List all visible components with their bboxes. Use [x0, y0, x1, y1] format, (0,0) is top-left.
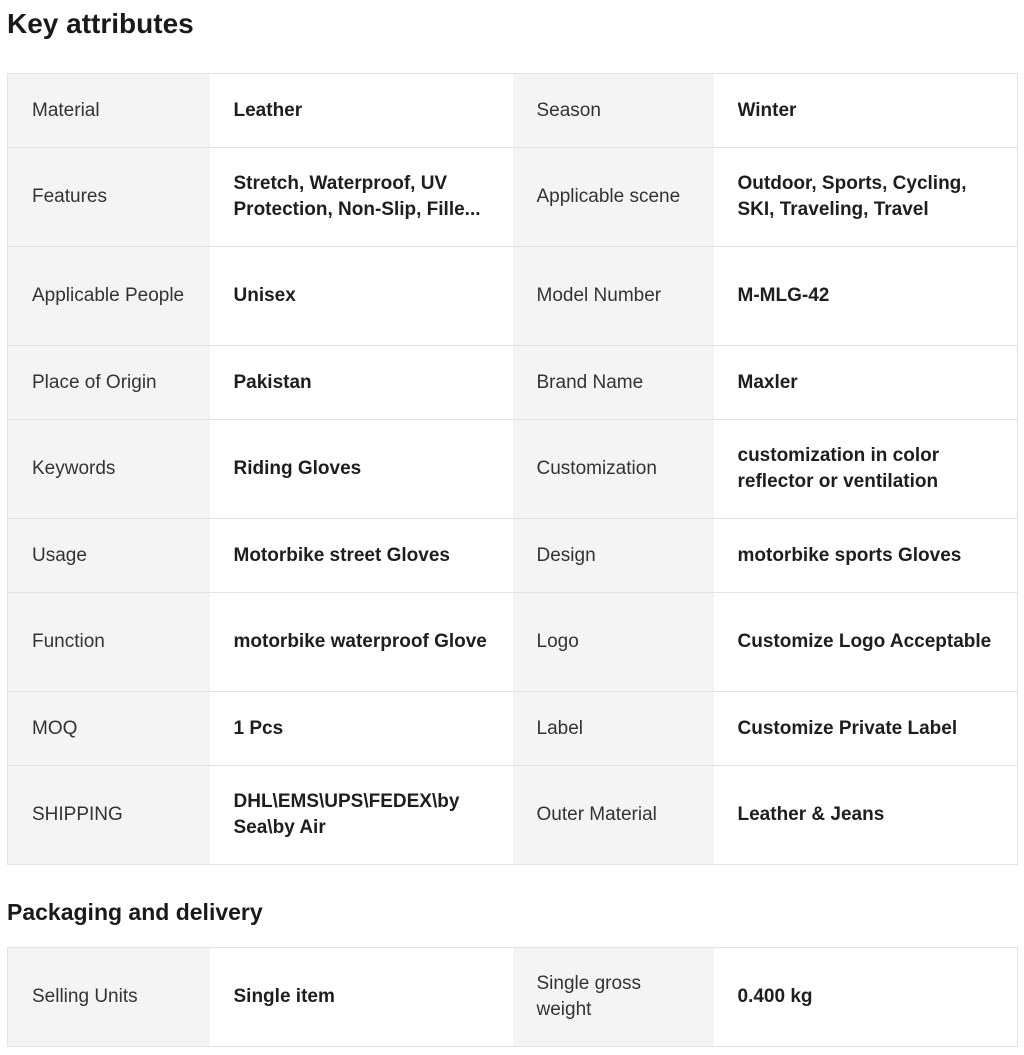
table-row	[8, 519, 1018, 593]
attribute-value: 1 Pcs	[210, 692, 513, 766]
attribute-value: customization in color reflector or ventilation	[714, 420, 1018, 519]
attribute-value: 0.400 kg	[714, 948, 1018, 1047]
attribute-label: Single gross weight	[513, 948, 714, 1047]
attribute-label: Features	[8, 148, 210, 247]
packaging-delivery-title: Packaging and delivery	[7, 899, 263, 925]
attribute-value: motorbike sports Gloves	[714, 519, 1018, 593]
table-row	[8, 766, 1018, 865]
attribute-label: Keywords	[8, 420, 210, 519]
attribute-label: SHIPPING	[8, 766, 210, 865]
attribute-label: Applicable scene	[513, 148, 714, 247]
attribute-value: Winter	[714, 74, 1018, 148]
attribute-label: Function	[8, 593, 210, 692]
attribute-value: Unisex	[210, 247, 513, 346]
attribute-label: Season	[513, 74, 714, 148]
table-row	[8, 948, 1018, 1047]
table-row	[8, 74, 1018, 148]
attribute-value: motorbike waterproof Glove	[210, 593, 513, 692]
table-row	[8, 420, 1018, 519]
table-row	[8, 593, 1018, 692]
attribute-label: Customization	[513, 420, 714, 519]
attribute-value: Leather	[210, 74, 513, 148]
attribute-label: Applicable People	[8, 247, 210, 346]
attribute-label: Usage	[8, 519, 210, 593]
table-row	[8, 247, 1018, 346]
attribute-label: Label	[513, 692, 714, 766]
attribute-value: M-MLG-42	[714, 247, 1018, 346]
attribute-value: Motorbike street Gloves	[210, 519, 513, 593]
packaging-table	[7, 947, 1018, 1047]
attribute-label: Brand Name	[513, 346, 714, 420]
attribute-label: MOQ	[8, 692, 210, 766]
attribute-value: Single item	[210, 948, 513, 1047]
table-row	[8, 692, 1018, 766]
attribute-value: Stretch, Waterproof, UV Protection, Non-Slip, Fille...	[210, 148, 513, 247]
attribute-value: Leather & Jeans	[714, 766, 1018, 865]
attribute-value: Customize Private Label	[714, 692, 1018, 766]
attribute-value: Riding Gloves	[210, 420, 513, 519]
attribute-value: Customize Logo Acceptable	[714, 593, 1018, 692]
attribute-value: Pakistan	[210, 346, 513, 420]
attribute-label: Model Number	[513, 247, 714, 346]
attribute-value: DHL\EMS\UPS\FEDEX\by Sea\by Air	[210, 766, 513, 865]
key-attributes-table	[7, 73, 1018, 865]
attribute-value: Maxler	[714, 346, 1018, 420]
table-row	[8, 148, 1018, 247]
key-attributes-title: Key attributes	[7, 8, 194, 39]
attribute-label: Selling Units	[8, 948, 210, 1047]
table-row	[8, 346, 1018, 420]
attribute-label: Material	[8, 74, 210, 148]
attribute-label: Outer Material	[513, 766, 714, 865]
attribute-label: Place of Origin	[8, 346, 210, 420]
attribute-label: Logo	[513, 593, 714, 692]
attribute-label: Design	[513, 519, 714, 593]
attribute-value: Outdoor, Sports, Cycling, SKI, Traveling, Travel	[714, 148, 1018, 247]
